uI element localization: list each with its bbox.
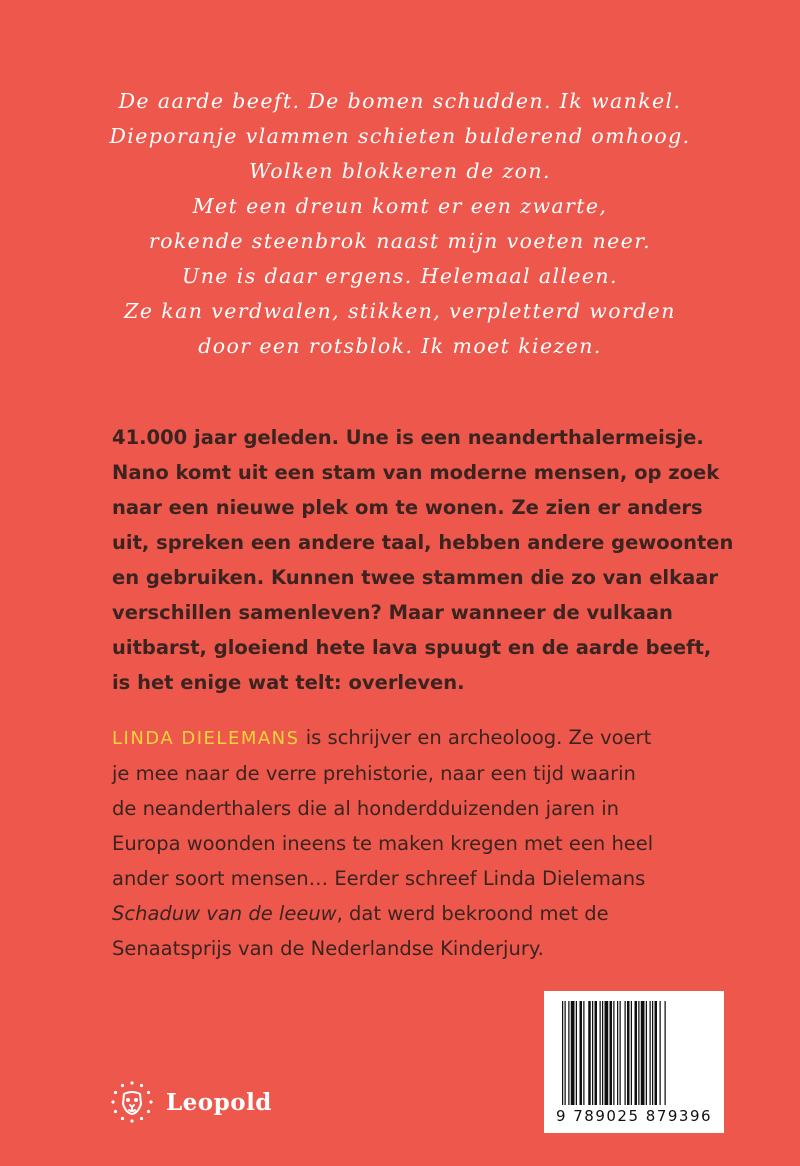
quote-line: De aarde beeft. De bomen schudden. Ik wankel. <box>118 89 682 113</box>
synopsis-line: 41.000 jaar geleden. Une is een neanderthalermeisje. <box>112 426 704 449</box>
author-bio-text: , dat werd bekroond met de <box>336 902 609 925</box>
author-bio-line: Europa woonden ineens te maken kregen met een heel <box>112 832 654 855</box>
synopsis-line: Nano komt uit een stam van moderne mensen, op zoek <box>112 461 720 484</box>
cover-quote <box>0 84 800 364</box>
barcode-bars <box>562 1001 706 1105</box>
quote-line: Wolken blokkeren de zon. <box>249 159 551 183</box>
quote-line: rokende steenbrok naast mijn voeten neer. <box>148 229 652 253</box>
quote-line: Met een dreun komt er een zwarte, <box>192 194 608 218</box>
author-bio-line <box>112 720 732 756</box>
quote-line: Une is daar ergens. Helemaal alleen. <box>182 264 618 288</box>
synopsis-line: en gebruiken. Kunnen twee stammen die zo van elkaar <box>112 566 719 589</box>
quote-line: Dieporanje vlammen schieten bulderend omhoog. <box>109 124 691 148</box>
isbn-barcode <box>544 991 724 1133</box>
author-name: LINDA DIELEMANS <box>112 728 300 749</box>
publisher-name: Leopold <box>166 1088 272 1116</box>
publisher-logo <box>110 1080 272 1124</box>
synopsis-line: uitbarst, gloeiend hete lava spuugt en de aarde beeft, <box>112 636 712 659</box>
author-bio <box>112 720 732 966</box>
author-bio-line: de neanderthalers die al honderdduizenden jaren in <box>112 797 619 820</box>
author-bio-line <box>112 896 732 931</box>
synopsis <box>112 420 732 700</box>
author-bio-line: ander soort mensen… Eerder schreef Linda Dielemans <box>112 867 646 890</box>
barcode-digits: 9 789025 879396 <box>555 1107 713 1125</box>
lion-head-icon <box>110 1080 154 1124</box>
synopsis-line: is het enige wat telt: overleven. <box>112 671 465 694</box>
quote-line: door een rotsblok. Ik moet kiezen. <box>198 334 602 358</box>
synopsis-line: naar een nieuwe plek om te wonen. Ze zien er anders <box>112 496 703 519</box>
book-title: Schaduw van de leeuw <box>112 902 337 925</box>
author-bio-text: is schrijver en archeoloog. Ze voert <box>299 726 652 749</box>
author-bio-line: Senaatsprijs van de Nederlandse Kinderjury. <box>112 937 544 960</box>
quote-line: Ze kan verdwalen, stikken, verpletterd worden <box>124 299 676 323</box>
author-bio-line: je mee naar de verre prehistorie, naar een tijd waarin <box>112 762 636 785</box>
synopsis-line: verschillen samenleven? Maar wanneer de vulkaan <box>112 601 673 624</box>
synopsis-line: uit, spreken een andere taal, hebben andere gewoonten <box>112 531 734 554</box>
